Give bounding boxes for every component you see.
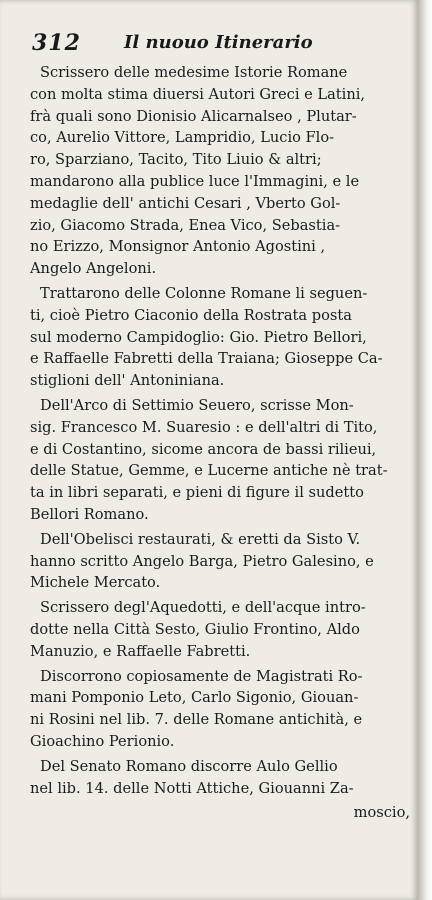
text-line: co, Aurelio Vittore, Lampridio, Lucio Flo-: [30, 129, 335, 147]
text-line: Del Senato Romano discorre Aulo Gellio: [40, 757, 338, 775]
text-line: ti, cioè Pietro Ciaconio della Rostrata posta: [30, 306, 352, 324]
text-line: sul moderno Campidoglio: Gio. Pietro Bellori,: [30, 328, 367, 346]
text-line: stiglioni dell' Antoniniana.: [30, 372, 225, 390]
text-line: e di Costantino, sicome ancora de bassi rilieui,: [30, 440, 377, 458]
text-line: frà quali sono Dionisio Alicarnalseo , Plutar-: [30, 107, 357, 125]
paragraph: [30, 283, 410, 392]
text-line: medaglie dell' antichi Cesari , Vberto Gol-: [30, 194, 341, 212]
text-line: no Erizzo, Monsignor Antonio Agostini ,: [30, 238, 326, 256]
text-line: Gioachino Perionio.: [30, 732, 175, 750]
text-line: sig. Francesco M. Suaresio : e dell'altri di Tito,: [30, 418, 378, 436]
running-title: Il nuouo Itinerario: [124, 32, 313, 53]
text-line: zio, Giacomo Strada, Enea Vico, Sebastia-: [30, 216, 341, 234]
paragraph: [30, 395, 410, 526]
page-number: 312: [32, 30, 81, 56]
text-line: mandarono alla publice luce l'Immagini, e le: [30, 172, 360, 190]
text-line: e Raffaelle Fabretti della Traiana; Gioseppe Ca-: [30, 350, 383, 368]
text-line: Trattarono delle Colonne Romane li seguen-: [40, 284, 368, 302]
text-line: Bellori Romano.: [30, 505, 149, 523]
page-edge: [418, 0, 432, 900]
text-line: Michele Mercato.: [30, 574, 161, 592]
paragraph: [30, 597, 410, 662]
text-line: Dell'Arco di Settimio Seuero, scrisse Mon-: [40, 396, 354, 414]
text-line: Dell'Obelisci restaurati, & eretti da Sisto V.: [40, 530, 361, 548]
text-line: Discorrono copiosamente de Magistrati Ro-: [40, 667, 363, 685]
paragraph: [30, 529, 410, 594]
text-line: hanno scritto Angelo Barga, Pietro Galesino, e: [30, 552, 374, 570]
catchword: moscio,: [353, 804, 410, 822]
text-line: ta in libri separati, e pieni di figure il sudetto: [30, 484, 364, 502]
text-line: dotte nella Città Sesto, Giulio Frontino, Aldo: [30, 620, 360, 638]
text-line: nel lib. 14. delle Notti Attiche, Giouanni Za-: [30, 779, 354, 797]
body-text: [30, 62, 410, 824]
text-line: delle Statue, Gemme, e Lucerne antiche nè trat-: [30, 462, 388, 480]
text-line: con molta stima diuersi Autori Greci e Latini,: [30, 85, 366, 103]
text-line: Angelo Angeloni.: [30, 260, 157, 278]
text-line: Scrissero degl'Aquedotti, e dell'acque intro-: [40, 599, 366, 617]
text-line: Manuzio, e Raffaelle Fabretti.: [30, 642, 251, 660]
text-line: mani Pomponio Leto, Carlo Sigonio, Giouan-: [30, 689, 359, 707]
paragraph: [30, 62, 410, 280]
text-line: ro, Sparziano, Tacito, Tito Liuio & altri;: [30, 151, 322, 169]
paragraph: [30, 666, 410, 753]
paragraph: [30, 756, 410, 800]
text-line: Scrissero delle medesime Istorie Romane: [40, 64, 348, 81]
text-line: ni Rosini nel lib. 7. delle Romane antichità, e: [30, 711, 363, 729]
page-header: [32, 30, 412, 60]
